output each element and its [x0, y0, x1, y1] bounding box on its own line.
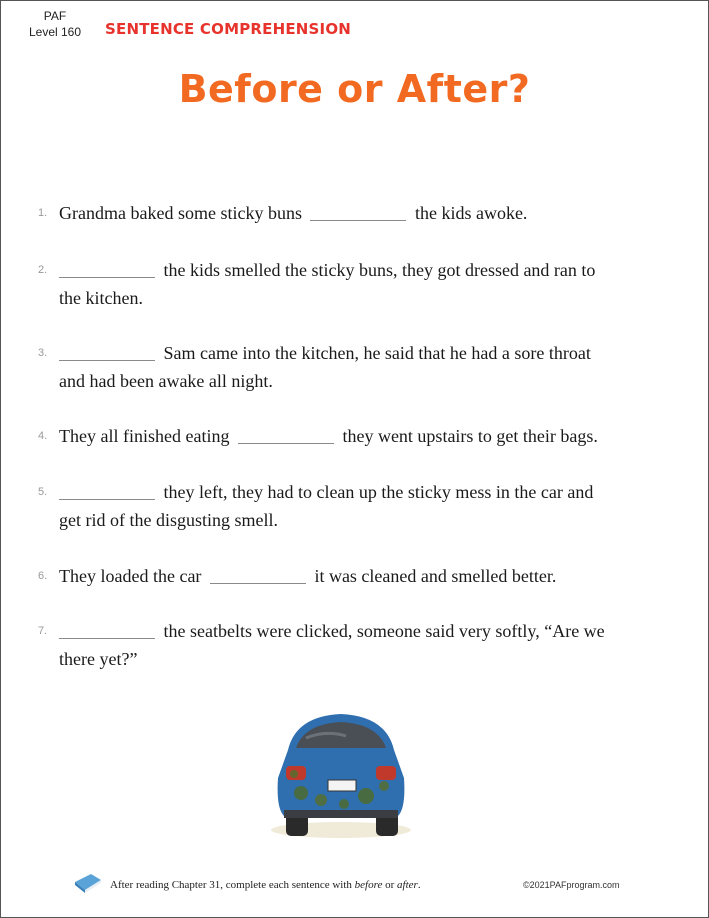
instruction-period: .: [417, 879, 421, 891]
answer-blank-2[interactable]: [59, 259, 155, 278]
sentence-start: They all finished eating: [59, 426, 230, 446]
sentence-end: the seatbelts were clicked, someone said very softly, “Are we: [163, 621, 605, 641]
book-icon: [73, 868, 103, 894]
sentence-2: [59, 256, 659, 312]
sentence-4: [59, 422, 659, 450]
answer-blank-4[interactable]: [238, 425, 334, 444]
answer-blank-3[interactable]: [59, 342, 155, 361]
sentence-end: they left, they had to clean up the sticky mess in the car and: [163, 482, 594, 502]
sentence-6: [59, 562, 659, 590]
sentence-end: they went upstairs to get their bags.: [342, 426, 598, 446]
sentence-end: it was cleaned and smelled better.: [314, 566, 557, 586]
sentence-end: Sam came into the kitchen, he said that he had a sore throat: [163, 343, 591, 363]
item-number: 5.: [38, 486, 48, 498]
item-number: 2.: [38, 264, 48, 276]
answer-blank-5[interactable]: [59, 481, 155, 500]
level-label: Level 160: [28, 25, 82, 39]
sentence-7: [59, 617, 659, 673]
sentence-1: [59, 199, 659, 227]
item-number: 1.: [38, 207, 48, 219]
keyword-before: before: [354, 879, 383, 891]
sentence-start: They loaded the car: [59, 566, 202, 586]
item-number: 6.: [38, 570, 48, 582]
program-label: [27, 8, 83, 40]
sentence-end: the kids awoke.: [414, 203, 528, 223]
answer-blank-6[interactable]: [210, 565, 306, 584]
answer-blank-7[interactable]: [59, 620, 155, 639]
car-illustration: [266, 708, 416, 843]
sentence-continuation: get rid of the disgusting smell.: [59, 510, 278, 530]
sentence-continuation: the kitchen.: [59, 288, 143, 308]
item-number: 3.: [38, 347, 48, 359]
answer-blank-1[interactable]: [310, 202, 406, 221]
copyright-notice: ©2021PAFprogram.com: [523, 880, 620, 890]
sentence-5: [59, 478, 659, 534]
sentence-3: [59, 339, 659, 395]
keyword-after: after: [397, 879, 418, 891]
sentence-end: the kids smelled the sticky buns, they got dressed and ran to: [163, 260, 596, 280]
brand-name: PAF: [43, 9, 67, 23]
instruction-footer: [110, 879, 421, 891]
instruction-text: After reading Chapter 31, complete each sentence with: [110, 879, 352, 891]
sentence-start: Grandma baked some sticky buns: [59, 203, 302, 223]
item-number: 4.: [38, 430, 48, 442]
item-number: 7.: [38, 625, 48, 637]
page-title: Before or After?: [178, 67, 531, 111]
sentence-continuation: there yet?”: [59, 649, 138, 669]
section-heading: SENTENCE COMPREHENSION: [105, 20, 352, 38]
instruction-or: or: [385, 879, 395, 891]
sentence-continuation: and had been awake all night.: [59, 371, 273, 391]
